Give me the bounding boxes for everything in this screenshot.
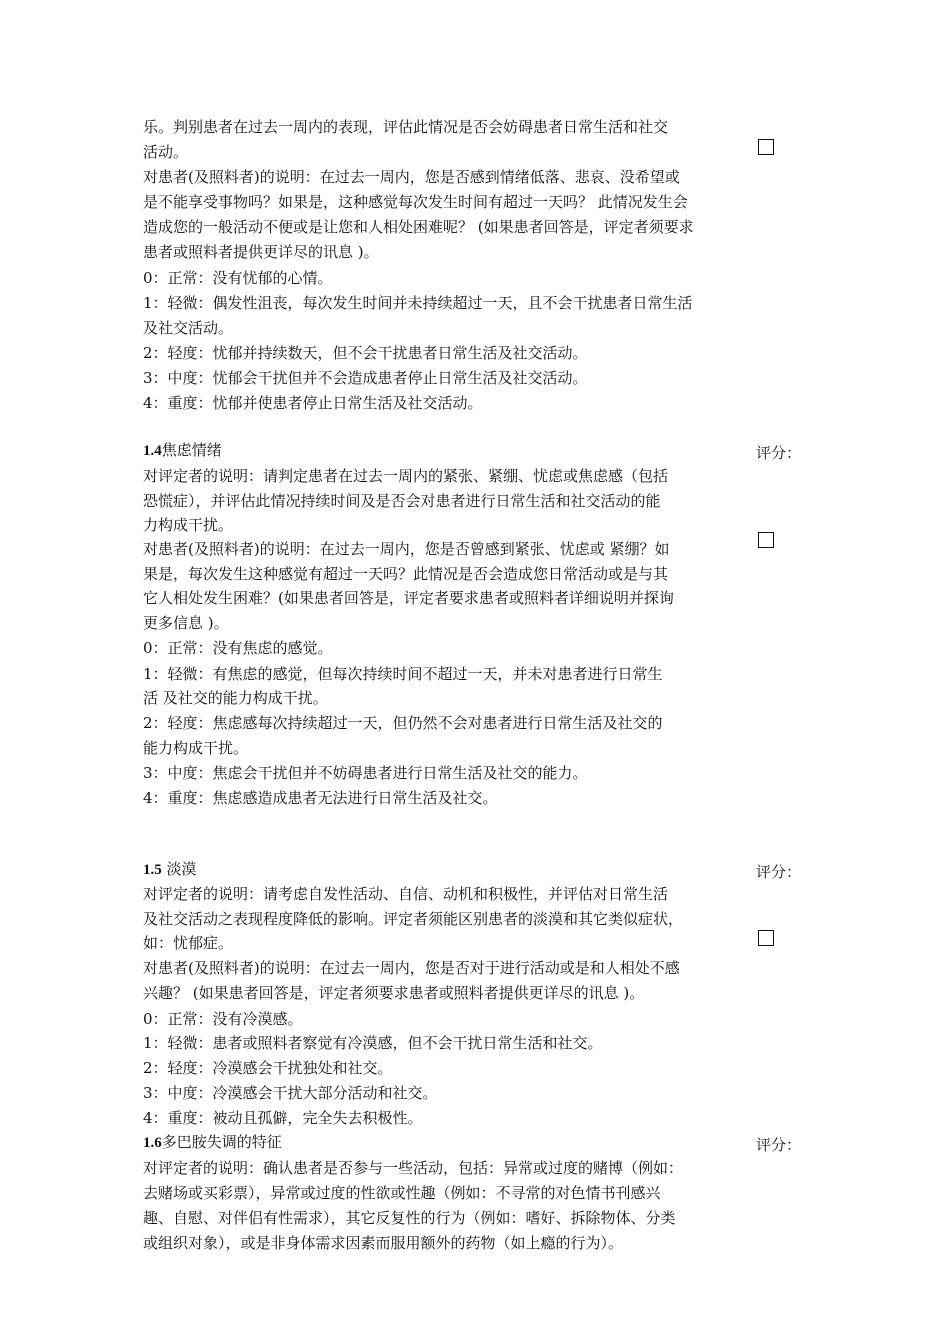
prev-line-6: 患者或照料者提供更详尽的讯息 )。 bbox=[143, 243, 379, 261]
section-1-4-option-1-cont: 活 及社交的能力构成干扰。 bbox=[143, 689, 328, 707]
section-1-4-line-4: 对患者(及照料者)的说明：在过去一周内，您是否曾感到紧张、忧虑或 紧绷？如 bbox=[143, 540, 670, 558]
section-1-5-option-3: 3：中度：冷漠感会干扰大部分活动和社交。 bbox=[143, 1084, 438, 1102]
section-1-4-score-label: 评分： bbox=[756, 444, 802, 462]
section-1-6-line-4: 或组织对象），或是非身体需求因素而服用额外的药物（如上瘾的行为）。 bbox=[143, 1234, 624, 1252]
section-1-6-number: 1.6 bbox=[143, 1135, 162, 1151]
section-1-5-option-4: 4：重度：被动且孤僻，完全失去积极性。 bbox=[143, 1109, 423, 1127]
section-1-4-number: 1.4 bbox=[143, 443, 162, 459]
section-1-5-score-label: 评分： bbox=[756, 863, 802, 881]
section-1-4-line-6: 它人相处发生困难？(如果患者回答是，评定者要求患者或照料者详细说明并探询 bbox=[143, 589, 674, 607]
section-1-5-line-3: 如：忧郁症。 bbox=[143, 934, 234, 952]
prev-line-2: 活动。 bbox=[143, 143, 189, 161]
section-1-6-line-1: 对评定者的说明：确认患者是否参与一些活动，包括：异常或过度的赌博（例如： bbox=[143, 1159, 684, 1177]
section-1-5-option-2: 2：轻度：冷漠感会干扰独处和社交。 bbox=[143, 1059, 393, 1077]
section-1-5-line-2: 及社交活动之表现程度降低的影响。评定者须能区别患者的淡漠和其它类似症状， bbox=[143, 910, 684, 928]
section-1-6-score-label: 评分： bbox=[756, 1136, 802, 1154]
section-1-6-line-2: 去赌场或买彩票），异常或过度的性欲或性趣（例如：不寻常的对色情书刊感兴 bbox=[143, 1184, 661, 1202]
section-1-6-line-3: 趣、自慰、对伴侣有性需求），其它反复性的行为（例如：嗜好、拆除物体、分类 bbox=[143, 1209, 676, 1227]
section-1-4-option-2: 2：轻度：焦虑感每次持续超过一天，但仍然不会对患者进行日常生活及社交的 bbox=[143, 714, 663, 732]
section-1-4-line-1: 对评定者的说明：请判定患者在过去一周内的紧张、紧绷、忧虑或焦虑感（包括 bbox=[143, 467, 669, 485]
prev-option-1: 1：轻微：偶发性沮丧，每次发生时间并未持续超过一天，且不会干扰患者日常生活 bbox=[143, 294, 693, 312]
section-1-4-heading bbox=[143, 438, 222, 463]
section-1-4-line-3: 力构成干扰。 bbox=[143, 516, 234, 534]
prev-line-5: 造成您的一般活动不便或是让您和人相处困难呢？ (如果患者回答是，评定者须要求 bbox=[143, 218, 694, 236]
section-1-4-title: 焦虑情绪 bbox=[161, 441, 222, 459]
section-1-4-score-checkbox[interactable] bbox=[758, 532, 774, 548]
section-1-5-line-4: 对患者(及照料者)的说明：在过去一周内，您是否对于进行活动或是和人相处不感 bbox=[143, 959, 680, 977]
section-1-4-option-2-cont: 能力构成干扰。 bbox=[143, 739, 249, 757]
section-1-5-line-1: 对评定者的说明：请考虑自发性活动、自信、动机和积极性，并评估对日常生活 bbox=[143, 885, 669, 903]
prev-option-1-cont: 及社交活动。 bbox=[143, 319, 234, 337]
section-1-5-line-5: 兴趣？ (如果患者回答是，评定者须要求患者或照料者提供更详尽的讯息 )。 bbox=[143, 984, 645, 1002]
prev-option-2: 2：轻度：忧郁并持续数天，但不会干扰患者日常生活及社交活动。 bbox=[143, 344, 588, 362]
prev-line-3: 对患者(及照料者)的说明：在过去一周内，您是否感到情绪低落、悲哀、没希望或 bbox=[143, 168, 680, 186]
prev-option-0: 0：正常：没有忧郁的心情。 bbox=[143, 269, 333, 287]
section-1-4-option-4: 4：重度：焦虑感造成患者无法进行日常生活及社交。 bbox=[143, 789, 498, 807]
prev-option-3: 3：中度：忧郁会干扰但并不会造成患者停止日常生活及社交活动。 bbox=[143, 369, 588, 387]
section-1-4-line-7: 更多信息 )。 bbox=[143, 614, 229, 632]
section-1-6-title: 多巴胺失调的特征 bbox=[161, 1133, 282, 1151]
section-1-4-option-3: 3：中度：焦虑会干扰但并不妨碍患者进行日常生活及社交的能力。 bbox=[143, 764, 588, 782]
section-1-5-title: 淡漠 bbox=[161, 860, 197, 878]
section-1-4-line-2: 恐慌症），并评估此情况持续时间及是否会对患者进行日常生活和社交活动的能 bbox=[143, 492, 661, 510]
section-1-5-option-1: 1：轻微：患者或照料者察觉有冷漠感，但不会干扰日常生活和社交。 bbox=[143, 1034, 603, 1052]
section-1-5-number: 1.5 bbox=[143, 862, 162, 878]
section-1-4-option-0: 0：正常：没有焦虑的感觉。 bbox=[143, 639, 333, 657]
section-1-6-heading bbox=[143, 1130, 282, 1155]
section-1-5-option-0: 0：正常：没有冷漠感。 bbox=[143, 1010, 303, 1028]
prev-line-4: 是不能享受事物吗？如果是，这种感觉每次发生时间有超过一天吗？ 此情况发生会 bbox=[143, 193, 688, 211]
section-1-5-heading bbox=[143, 857, 197, 882]
prev-option-4: 4：重度：忧郁并使患者停止日常生活及社交活动。 bbox=[143, 394, 483, 412]
prev-score-checkbox[interactable] bbox=[758, 139, 774, 155]
section-1-4-line-5: 果是，每次发生这种感觉有超过一天吗？此情况是否会造成您日常活动或是与其 bbox=[143, 565, 669, 583]
prev-line-1: 乐。判别患者在过去一周内的表现，评估此情况是否会妨碍患者日常生活和社交 bbox=[143, 118, 669, 136]
section-1-5-score-checkbox[interactable] bbox=[758, 930, 774, 946]
section-1-4-option-1: 1：轻微：有焦虑的感觉，但每次持续时间不超过一天，并未对患者进行日常生 bbox=[143, 665, 663, 683]
